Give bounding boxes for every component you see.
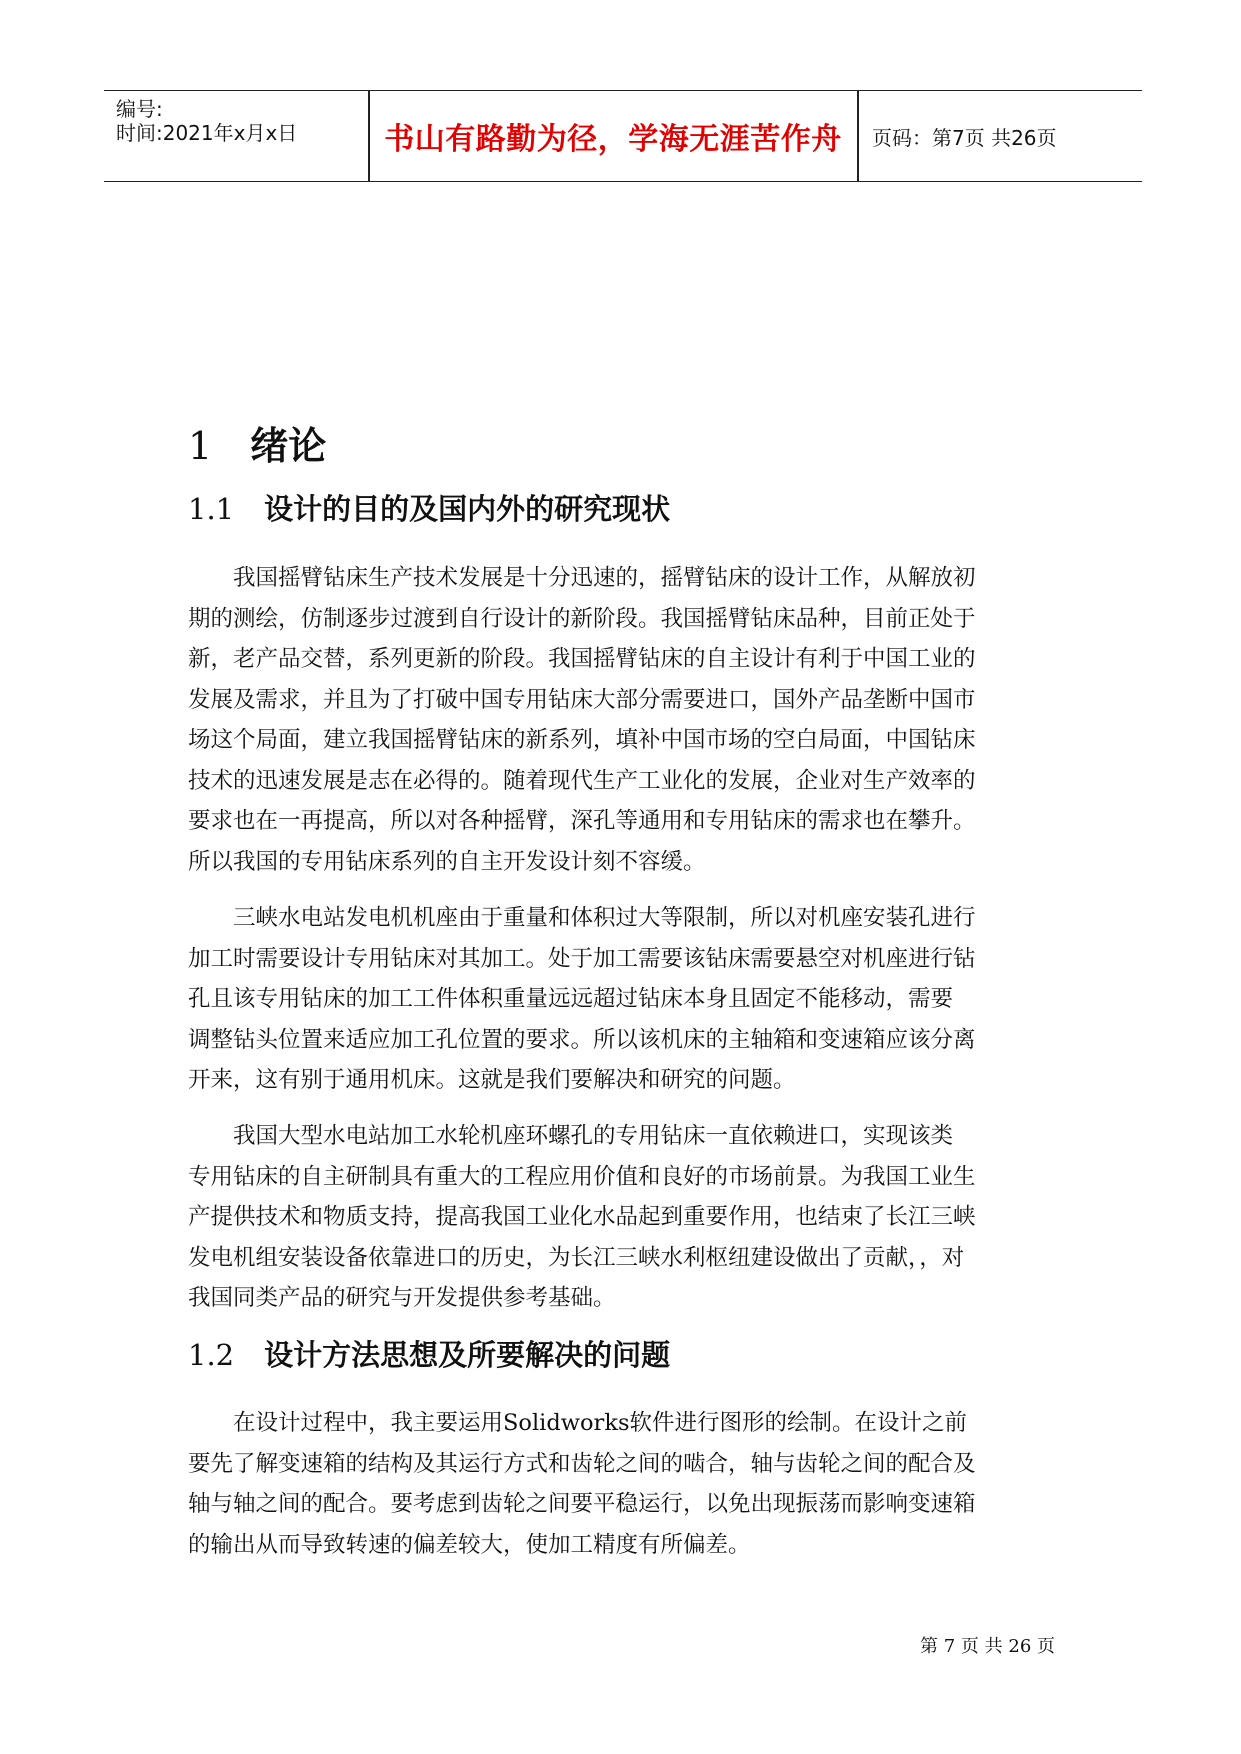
paragraph-line: 专用钻床的自主研制具有重大的工程应用价值和良好的市场前景。为我国工业生 [188, 1163, 976, 1190]
paragraph-line: 发展及需求，并且为了打破中国专用钻床大部分需要进口，国外产品垄断中国市 [188, 686, 976, 713]
section-number: 1.1 [188, 492, 235, 526]
paragraph [188, 1403, 1058, 1565]
header-number-label: 编号: [116, 97, 163, 121]
paragraph-line: 期的测绘，仿制逐步过渡到自行设计的新阶段。我国摇臂钻床品种，目前正处于 [188, 605, 976, 632]
paragraph-line: 调整钻头位置来适应加工孔位置的要求。所以该机床的主轴箱和变速箱应该分离 [188, 1026, 976, 1053]
chapter-heading [188, 415, 326, 470]
paragraph [188, 1116, 1058, 1319]
paragraph-line: 我国同类产品的研究与开发提供参考基础。 [188, 1285, 616, 1311]
chapter-title: 绪论 [250, 423, 327, 468]
paragraph-line: 我国摇臂钻床生产技术发展是十分迅速的，摇臂钻床的设计工作，从解放初 [233, 565, 976, 591]
header-meta [116, 91, 366, 181]
header-page-label: 页码：第7页 共26页 [872, 125, 1057, 150]
header-time-label: 时间:2021年x月x日 [116, 121, 298, 145]
section-number: 1.2 [188, 1338, 235, 1372]
paragraph-line: 发电机组安装设备依靠进口的历史，为长江三峡水利枢纽建设做出了贡献，，对 [188, 1244, 965, 1271]
paragraph-line: 轴与轴之间的配合。要考虑到齿轮之间要平稳运行，以免出现振荡而影响变速箱 [188, 1491, 976, 1517]
paragraph-line: 三峡水电站发电机机座由于重量和体积过大等限制，所以对机座安装孔进行 [233, 905, 976, 931]
paragraph [188, 898, 1058, 1101]
paragraph-line: 新，老产品交替，系列更新的阶段。我国摇臂钻床的自主设计有利于中国工业的 [188, 646, 976, 672]
paragraph-line: 要求也在一再提高，所以对各种摇臂，深孔等通用和专用钻床的需求也在攀升。 [188, 808, 976, 834]
paragraph-line: 孔且该专用钻床的加工工件体积重量远远超过钻床本身且固定不能移动，需要 [188, 986, 954, 1012]
page-header [104, 90, 1142, 182]
paragraph-line: 要先了解变速箱的结构及其运行方式和齿轮之间的啮合，轴与齿轮之间的配合及 [188, 1450, 976, 1477]
section-title: 设计方法思想及所要解决的问题 [264, 1338, 671, 1372]
paragraph-line: 我国大型水电站加工水轮机座环螺孔的专用钻床一直依赖进口，实现该类 [233, 1123, 954, 1149]
paragraph-line: 技术的迅速发展是志在必得的。随着现代生产工业化的发展，企业对生产效率的 [188, 767, 976, 794]
section-heading [188, 1333, 670, 1374]
chapter-number: 1 [188, 424, 213, 468]
paragraph-line: 在设计过程中，我主要运用Solidworks软件进行图形的绘制。在设计之前 [233, 1410, 967, 1436]
section-heading [188, 487, 670, 528]
header-divider [857, 91, 859, 181]
page-footer: 第 7 页 共 26 页 [920, 1636, 1055, 1657]
section-title: 设计的目的及国内外的研究现状 [264, 492, 671, 526]
paragraph [188, 558, 1058, 882]
paragraph-line: 产提供技术和物质支持，提高我国工业化水品起到重要作用，也结束了长江三峡 [188, 1204, 976, 1230]
paragraph-line: 场这个局面，建立我国摇臂钻床的新系列，填补中国市场的空白局面，中国钻床 [188, 727, 976, 753]
paragraph-line: 所以我国的专用钻床系列的自主开发设计刻不容缓。 [188, 848, 706, 875]
paragraph-line: 开来，这有别于通用机床。这就是我们要解决和研究的问题。 [188, 1067, 796, 1093]
paragraph-line: 的输出从而导致转速的偏差较大，使加工精度有所偏差。 [188, 1531, 751, 1558]
header-motto: 书山有路勤为径，学海无涯苦作舟 [384, 122, 842, 157]
paragraph-line: 加工时需要设计专用钻床对其加工。处于加工需要该钻床需要悬空对机座进行钻 [188, 945, 976, 972]
